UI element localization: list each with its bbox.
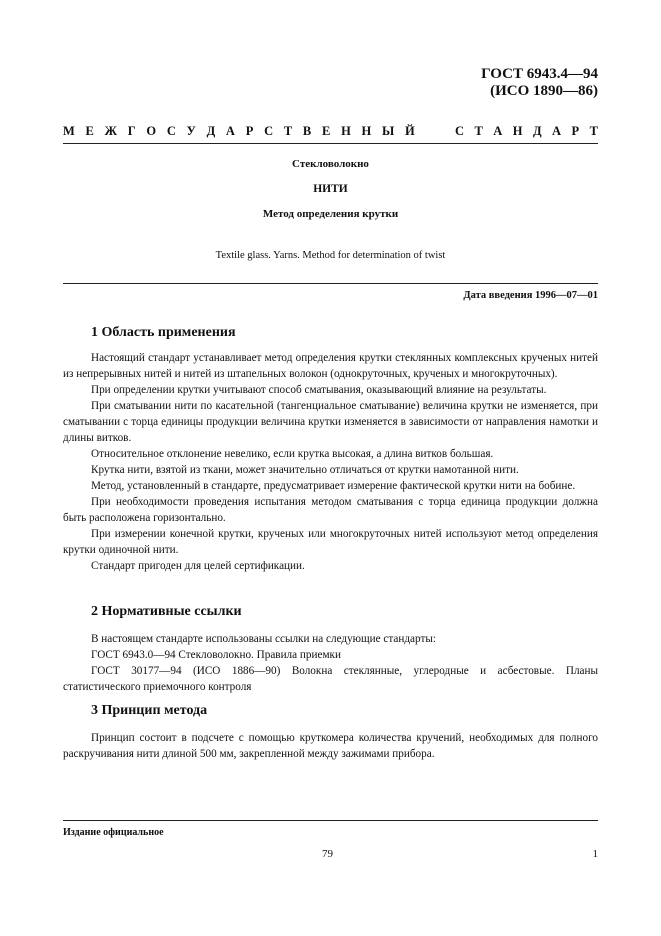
- title-method: Метод определения крутки: [262, 208, 399, 220]
- paragraph: Относительное отклонение невелико, если крутка высокая, а длина витков большая.: [91, 448, 494, 460]
- interstate-standard-banner: [63, 124, 598, 139]
- official-edition-label: Издание официальное: [63, 827, 164, 838]
- standard-code-line2: (ИСО 1890—86): [490, 83, 598, 99]
- paragraph: При определении крутки учитывают способ сматывания, оказывающий влияние на результаты.: [91, 384, 547, 396]
- banner-letter: Т: [283, 124, 293, 138]
- banner-letter: А: [225, 124, 235, 138]
- page-number: 79: [322, 848, 333, 860]
- section-3-body: [63, 730, 598, 762]
- banner-letter: Т: [589, 124, 598, 138]
- banner-letter: У: [186, 124, 196, 138]
- banner-letter: С: [166, 124, 176, 138]
- section-2-body: [63, 631, 598, 695]
- banner-letter: Р: [571, 124, 580, 138]
- banner-word-interstate: [63, 124, 415, 139]
- paragraph: При необходимости проведения испытания методом сматывания с торца единица продукции должна быть расположена горизонтально.: [63, 496, 598, 524]
- banner-letter: С: [455, 124, 465, 138]
- banner-letter: Е: [321, 124, 331, 138]
- paragraph: Метод, установленный в стандарте, предусматривает измерение фактической крутки нити на бобине.: [91, 480, 576, 492]
- paragraph: ГОСТ 6943.0—94 Стекловолокно. Правила приемки: [91, 649, 341, 661]
- banner-letter: В: [302, 124, 312, 138]
- top-rule: [63, 143, 598, 144]
- banner-letter: С: [264, 124, 274, 138]
- paragraph: При сматывании нити по касательной (тангенциальное сматывание) величина крутки не изменяется, при сматывании с торца единицы продукции величина крутки изменяется в зависимости от направления намотки и длины витков.: [63, 400, 598, 444]
- banner-letter: Г: [127, 124, 136, 138]
- section-1-heading: 1 Область применения: [91, 325, 236, 340]
- section-1-body: [63, 350, 598, 574]
- banner-letter: М: [63, 124, 75, 138]
- banner-letter: Е: [85, 124, 94, 138]
- banner-letter: Т: [474, 124, 483, 138]
- introduction-date: Дата введения 1996—07—01: [463, 290, 598, 301]
- paragraph: Крутка нити, взятой из ткани, может значительно отличаться от крутки намотанной нити.: [91, 464, 519, 476]
- paragraph: В настоящем стандарте использованы ссылки на следующие стандарты:: [91, 633, 436, 645]
- paragraph: Принцип состоит в подсчете с помощью круткомера количества кручений, необходимых для полного раскручивания нити длиной 500 мм, закрепленной между зажимами прибора.: [63, 732, 598, 760]
- banner-letter: А: [552, 124, 562, 138]
- sheet-number: 1: [592, 848, 598, 860]
- section-2-heading: 2 Нормативные ссылки: [91, 604, 242, 619]
- paragraph: Настоящий стандарт устанавливает метод определения крутки стеклянных комплексных крученых нитей из непрерывных нитей и нитей из штапельных волокон (однокруточных, крученых и многокруточных).: [63, 352, 598, 380]
- banner-letter: Н: [512, 124, 523, 138]
- paragraph: ГОСТ 30177—94 (ИСО 1886—90) Волокна стеклянные, углеродные и асбестовые. Планы статистического приемочного контроля: [63, 665, 598, 693]
- banner-letter: Д: [206, 124, 216, 138]
- paragraph: Стандарт пригоден для целей сертификации.: [91, 560, 305, 572]
- banner-letter: Р: [245, 124, 254, 138]
- title-name: НИТИ: [313, 183, 348, 195]
- title-subject: Стекловолокно: [292, 158, 369, 170]
- footer-rule: [63, 820, 598, 821]
- title-english: Textile glass. Yarns. Method for determination of twist: [215, 250, 446, 261]
- paragraph: При измерении конечной крутки, крученых или многокруточных нитей используют метод определения крутки одиночной нити.: [63, 528, 598, 556]
- banner-letter: Н: [361, 124, 372, 138]
- banner-letter: Ы: [382, 124, 395, 138]
- banner-letter: А: [493, 124, 503, 138]
- standard-code: [481, 66, 598, 100]
- banner-letter: Д: [532, 124, 542, 138]
- title-bottom-rule: [63, 283, 598, 284]
- section-3-heading: 3 Принцип метода: [91, 703, 208, 718]
- banner-word-standard: [455, 124, 598, 139]
- banner-letter: О: [146, 124, 157, 138]
- banner-letter: Й: [405, 124, 415, 138]
- banner-letter: Ж: [104, 124, 117, 138]
- banner-letter: Н: [341, 124, 351, 138]
- standard-code-line1: ГОСТ 6943.4—94: [481, 66, 598, 82]
